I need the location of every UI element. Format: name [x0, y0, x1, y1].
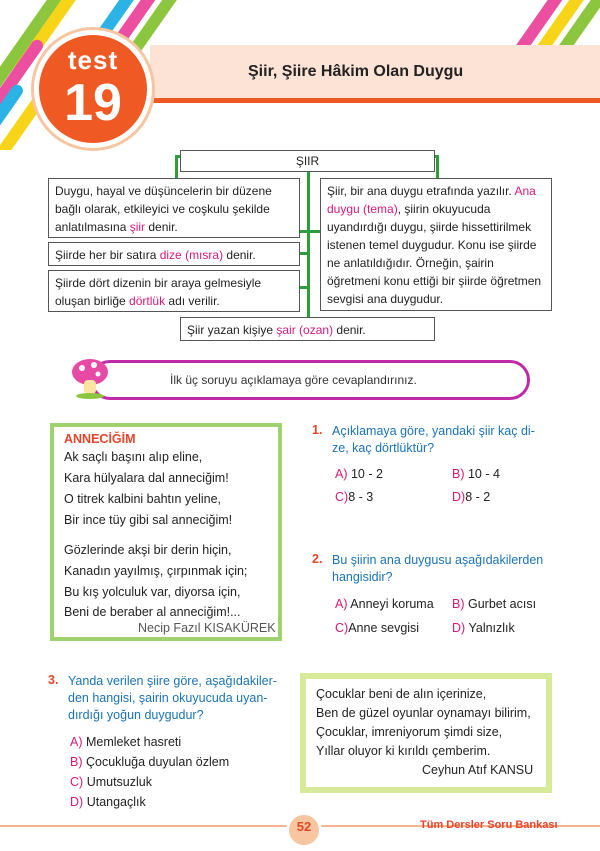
concept-definition-sair: Şiir yazan kişiye şair (ozan) denir. [180, 317, 435, 341]
question-2-text: Bu şiirin ana duygusu aşağıdakilerden hangisidir? [332, 553, 544, 584]
q2-option-a[interactable]: A) Anneyi koruma [335, 597, 434, 611]
poem-line: Ak saçlı başını alıp eline, [64, 450, 203, 464]
book-title: Tüm Dersler Soru Bankası [420, 819, 558, 831]
page-number: 52 [296, 819, 312, 834]
map-connector [307, 168, 310, 318]
q2-option-c[interactable]: C)Anne sevgisi [335, 621, 420, 635]
poem-author: Necip Fazıl KISAKÜREK [138, 621, 276, 635]
poem2-box [306, 679, 546, 787]
q2-option-b[interactable]: B) Gurbet acısı [452, 597, 537, 611]
poem2-line: Yıllar oluyor ki kırıldı çemberim. [316, 744, 491, 758]
q1-option-a[interactable]: A) 10 - 2 [335, 467, 383, 481]
poem2-line: Ben de güzel oyunlar oynamayı bilirim, [316, 706, 531, 720]
header-underline [150, 98, 600, 103]
mushroom-icon [70, 356, 110, 400]
q2-option-d[interactable]: D) Yalnızlık [452, 621, 515, 635]
poem2-line: Çocuklar, imreniyorum şimdi size, [316, 725, 503, 739]
concept-definition-ana-duygu: Şiir, bir ana duygu etrafında yazılır. Ana duygu (tema), şiirin okuyucuda uyandırdığı duygu, şiirde hissettirilmek istenen temel duygudur. Konu ise şiirde ne anlatıldığıdır. Örneğin, şairin öğretmeni konu ettiği bir şiirde öğretmen sevgisi ana duygudur. [320, 178, 552, 311]
concept-definition-dize: Şiirde her bir satıra dize (mısra) denir. [48, 242, 300, 266]
concept-definition-dortluk: Şiirde dört dizenin bir araya gelmesiyle oluşan birliğe dörtlük adı verilir. [48, 270, 300, 312]
map-connector [298, 230, 322, 233]
poem-line: Gözlerinde akşi bir derin hiçin, [64, 543, 232, 557]
map-connector [175, 155, 178, 179]
question-3-text: Yanda verilen şiire göre, aşağıdakiler- den hangisi, şairin okuyucuda uyan- dırdığı yoğun duygudur? [68, 674, 277, 722]
poem-line: Kara hülyalara dal anneciğim! [64, 471, 229, 485]
concept-definition-siir: Duygu, hayal ve düşüncelerin bir düzene bağlı olarak, etkileyici ve coşkulu şekilde anlatılmasına şiir denir. [48, 178, 300, 238]
poem2-line: Çocuklar beni de alın içerinize, [316, 687, 487, 701]
q1-option-b[interactable]: B) 10 - 4 [452, 467, 500, 481]
poem-box [50, 423, 282, 641]
page-title: Şiir, Şiire Hâkim Olan Duygu [248, 63, 464, 80]
question-1-number: 1. [312, 423, 323, 437]
poem-line: Beni de beraber al anneciğim!... [64, 605, 241, 619]
poem-line: O titrek kalbini bahtın yeline, [64, 492, 222, 506]
question-1-text: Açıklamaya göre, yandaki şiir kaç di- ze, kaç dörtlüktür? [332, 424, 535, 455]
concept-root: ŞIIR [180, 150, 435, 172]
q1-option-c[interactable]: C)8 - 3 [335, 490, 374, 504]
instruction-text: İlk üç soruyu açıklamaya göre cevaplandırınız. [170, 373, 417, 387]
poem-line: Bu kış yolculuk var, diyorsa için, [64, 585, 241, 599]
badge-word: test [67, 45, 119, 75]
badge-number: 19 [64, 74, 122, 132]
q3-option-b[interactable]: B) Çocukluğa duyulan özlem [70, 755, 230, 769]
q3-option-a[interactable]: A) Memleket hasreti [70, 735, 182, 749]
q3-option-d[interactable]: D) Utangaçlık [70, 795, 146, 809]
poem-line: Kanadın yayılmış, çırpınmak için; [64, 564, 248, 578]
q1-option-d[interactable]: D)8 - 2 [452, 490, 491, 504]
question-2-number: 2. [312, 552, 323, 566]
q3-option-c[interactable]: C) Umutsuzluk [70, 775, 152, 789]
question-3-number: 3. [48, 673, 59, 687]
poem-title: ANNECİĞİM [64, 432, 136, 446]
map-connector [436, 155, 439, 179]
test-badge [34, 30, 152, 148]
poem2-author: Ceyhun Atıf KANSU [422, 763, 534, 777]
poem-line: Bir ince tüy gibi sal anneciğim! [64, 513, 233, 527]
